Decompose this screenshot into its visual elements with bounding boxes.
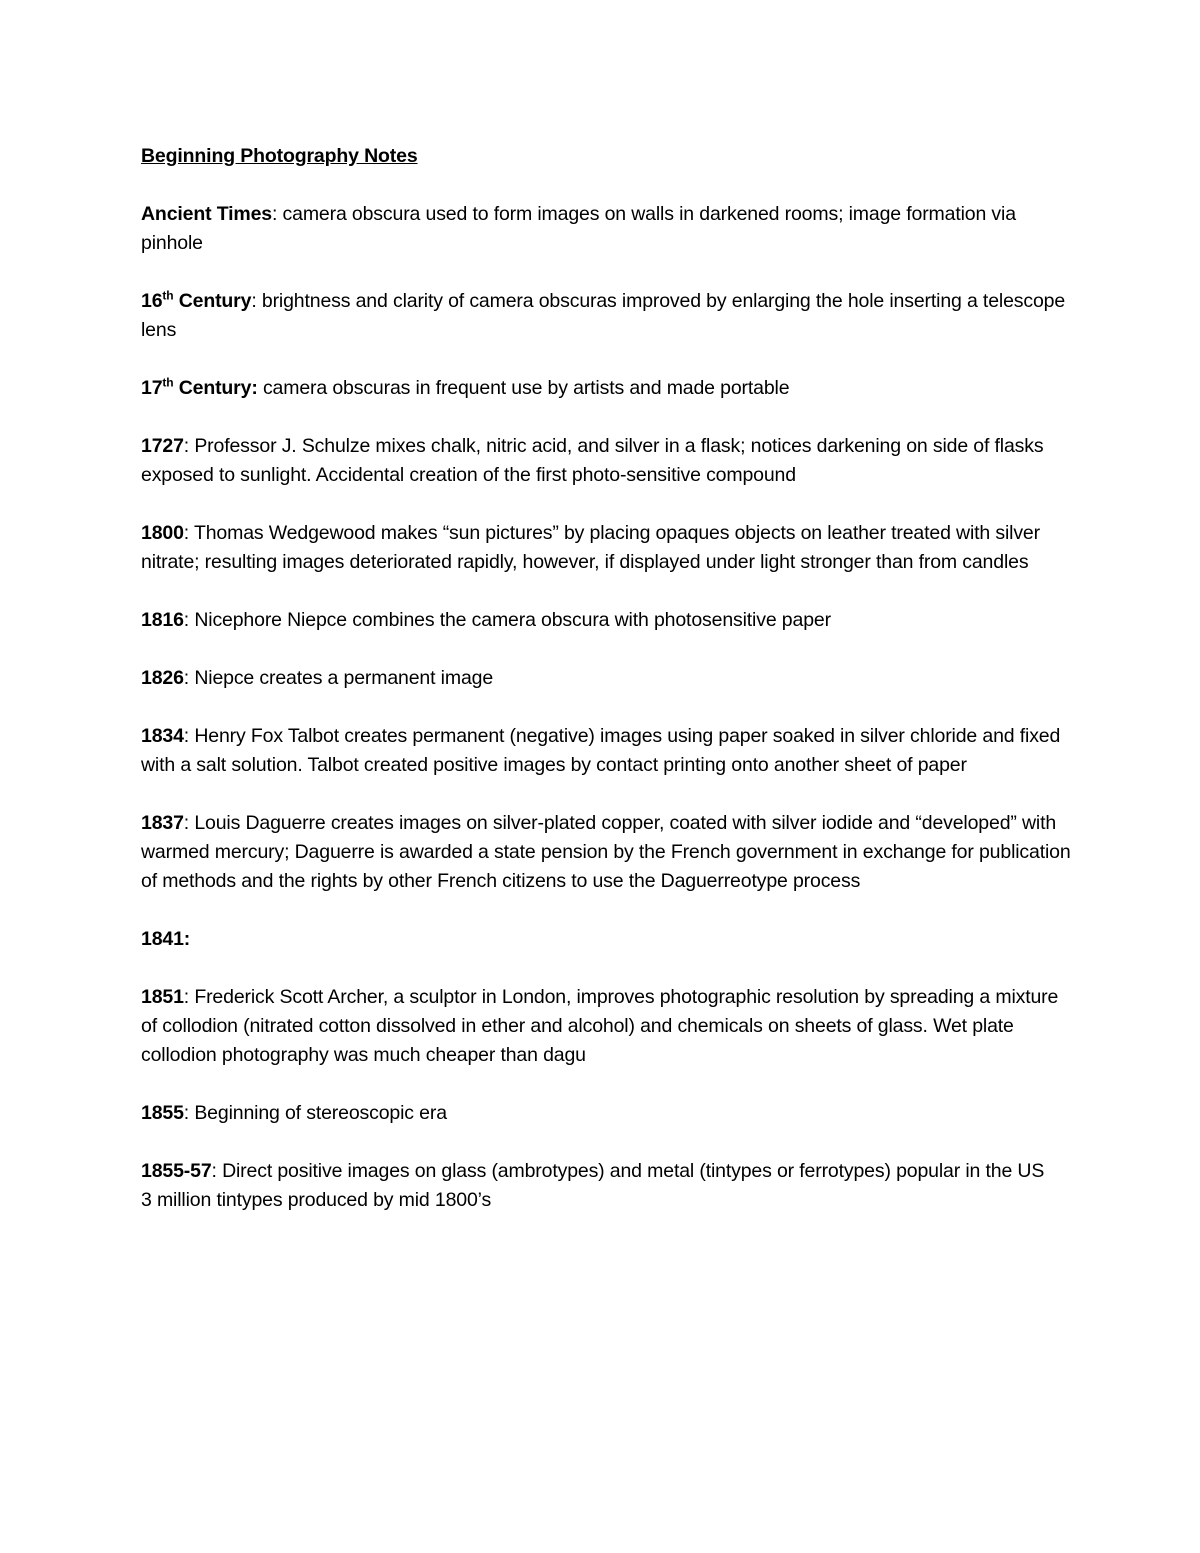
entry-17th-century	[141, 374, 1071, 403]
document-title: Beginning Photography Notes	[141, 145, 418, 167]
entry-label: 1727	[141, 435, 184, 457]
entry-separator: :	[251, 290, 262, 312]
entry-1841	[141, 925, 1071, 954]
entry-1834	[141, 722, 1071, 780]
document-body	[141, 142, 1071, 1215]
entry-label: 1841	[141, 928, 184, 950]
entry-separator: :	[183, 928, 191, 950]
ordinal-suffix: th	[162, 375, 174, 390]
entry-text: camera obscuras in frequent use by artists and made portable	[262, 377, 790, 399]
entry-label: 1816	[141, 609, 184, 631]
entry-text: Niepce creates a permanent image	[194, 667, 494, 689]
entry-text: Thomas Wedgewood makes “sun pictures” by placing opaques objects on leather treated with silver nitrate; resulting images deteriorated rapidly, however, if displayed under light stronger than from candles	[141, 522, 1040, 573]
entry-label-tail: Century	[173, 290, 252, 312]
entry-label: 1826	[141, 667, 184, 689]
entry-label: Ancient Times	[141, 203, 272, 225]
entry-text: brightness and clarity of camera obscuras improved by enlarging the hole inserting a telescope lens	[141, 290, 1066, 341]
entry-label: 16	[141, 290, 163, 312]
entry-separator: :	[183, 522, 194, 544]
entry-separator: :	[271, 203, 283, 225]
entry-text: Direct positive images on glass (ambrotypes) and metal (tintypes or ferrotypes) popular in the US	[222, 1160, 1045, 1182]
entry-1816	[141, 606, 1071, 635]
entry-label: 17	[141, 377, 163, 399]
entry-ancient-times	[141, 200, 1071, 258]
entry-separator: :	[183, 609, 195, 631]
entry-text: Beginning of stereoscopic era	[194, 1102, 447, 1124]
entry-label: 1855-57	[141, 1160, 212, 1182]
entry-text: camera obscura used to form images on walls in darkened rooms; image formation via pinhole	[141, 203, 1016, 254]
entry-1851	[141, 983, 1071, 1070]
tintypes-note: 3 million tintypes produced by mid 1800’s	[141, 1189, 492, 1211]
entry-1800	[141, 519, 1071, 577]
entry-text: Nicephore Niepce combines the camera obscura with photosensitive paper	[194, 609, 831, 631]
entry-separator: :	[183, 667, 195, 689]
entry-separator: :	[211, 1160, 223, 1182]
entry-label: 1834	[141, 725, 184, 747]
entry-1837	[141, 809, 1071, 896]
entry-label-tail: Century:	[173, 377, 258, 399]
entry-text: Professor J. Schulze mixes chalk, nitric acid, and silver in a flask; notices darkening on side of flasks exposed to sunlight. Accidental creation of the first photo-sensitive compound	[141, 435, 1044, 486]
ordinal-suffix: th	[162, 288, 174, 303]
entry-separator: :	[183, 812, 195, 834]
entry-label: 1800	[141, 522, 184, 544]
entry-1826	[141, 664, 1071, 693]
entry-1727	[141, 432, 1071, 490]
entry-separator: :	[183, 986, 195, 1008]
entry-text: Louis Daguerre creates images on silver-plated copper, coated with silver iodide and “developed” with warmed mercury; Daguerre is awarded a state pension by the French government in exchange for publication of methods and the rights by other French citizens to use the Daguerreotype process	[141, 812, 1071, 892]
entry-text: Frederick Scott Archer, a sculptor in London, improves photographic resolution by spreading a mixture of collodion (nitrated cotton dissolved in ether and alcohol) and chemicals on sheets of glass. Wet plate collodion photography was much cheaper than dagu	[141, 986, 1059, 1066]
entry-label: 1837	[141, 812, 184, 834]
entry-16th-century	[141, 287, 1071, 345]
entry-label: 1851	[141, 986, 184, 1008]
entry-separator: :	[183, 435, 195, 457]
entry-separator: :	[183, 1102, 195, 1124]
entry-label: 1855	[141, 1102, 184, 1124]
entry-separator: :	[183, 725, 195, 747]
entry-text: Henry Fox Talbot creates permanent (negative) images using paper soaked in silver chloride and fixed with a salt solution. Talbot created positive images by contact printing onto another sheet of paper	[141, 725, 1061, 776]
entry-1855	[141, 1099, 1071, 1128]
entry-1855-57	[141, 1157, 1071, 1186]
